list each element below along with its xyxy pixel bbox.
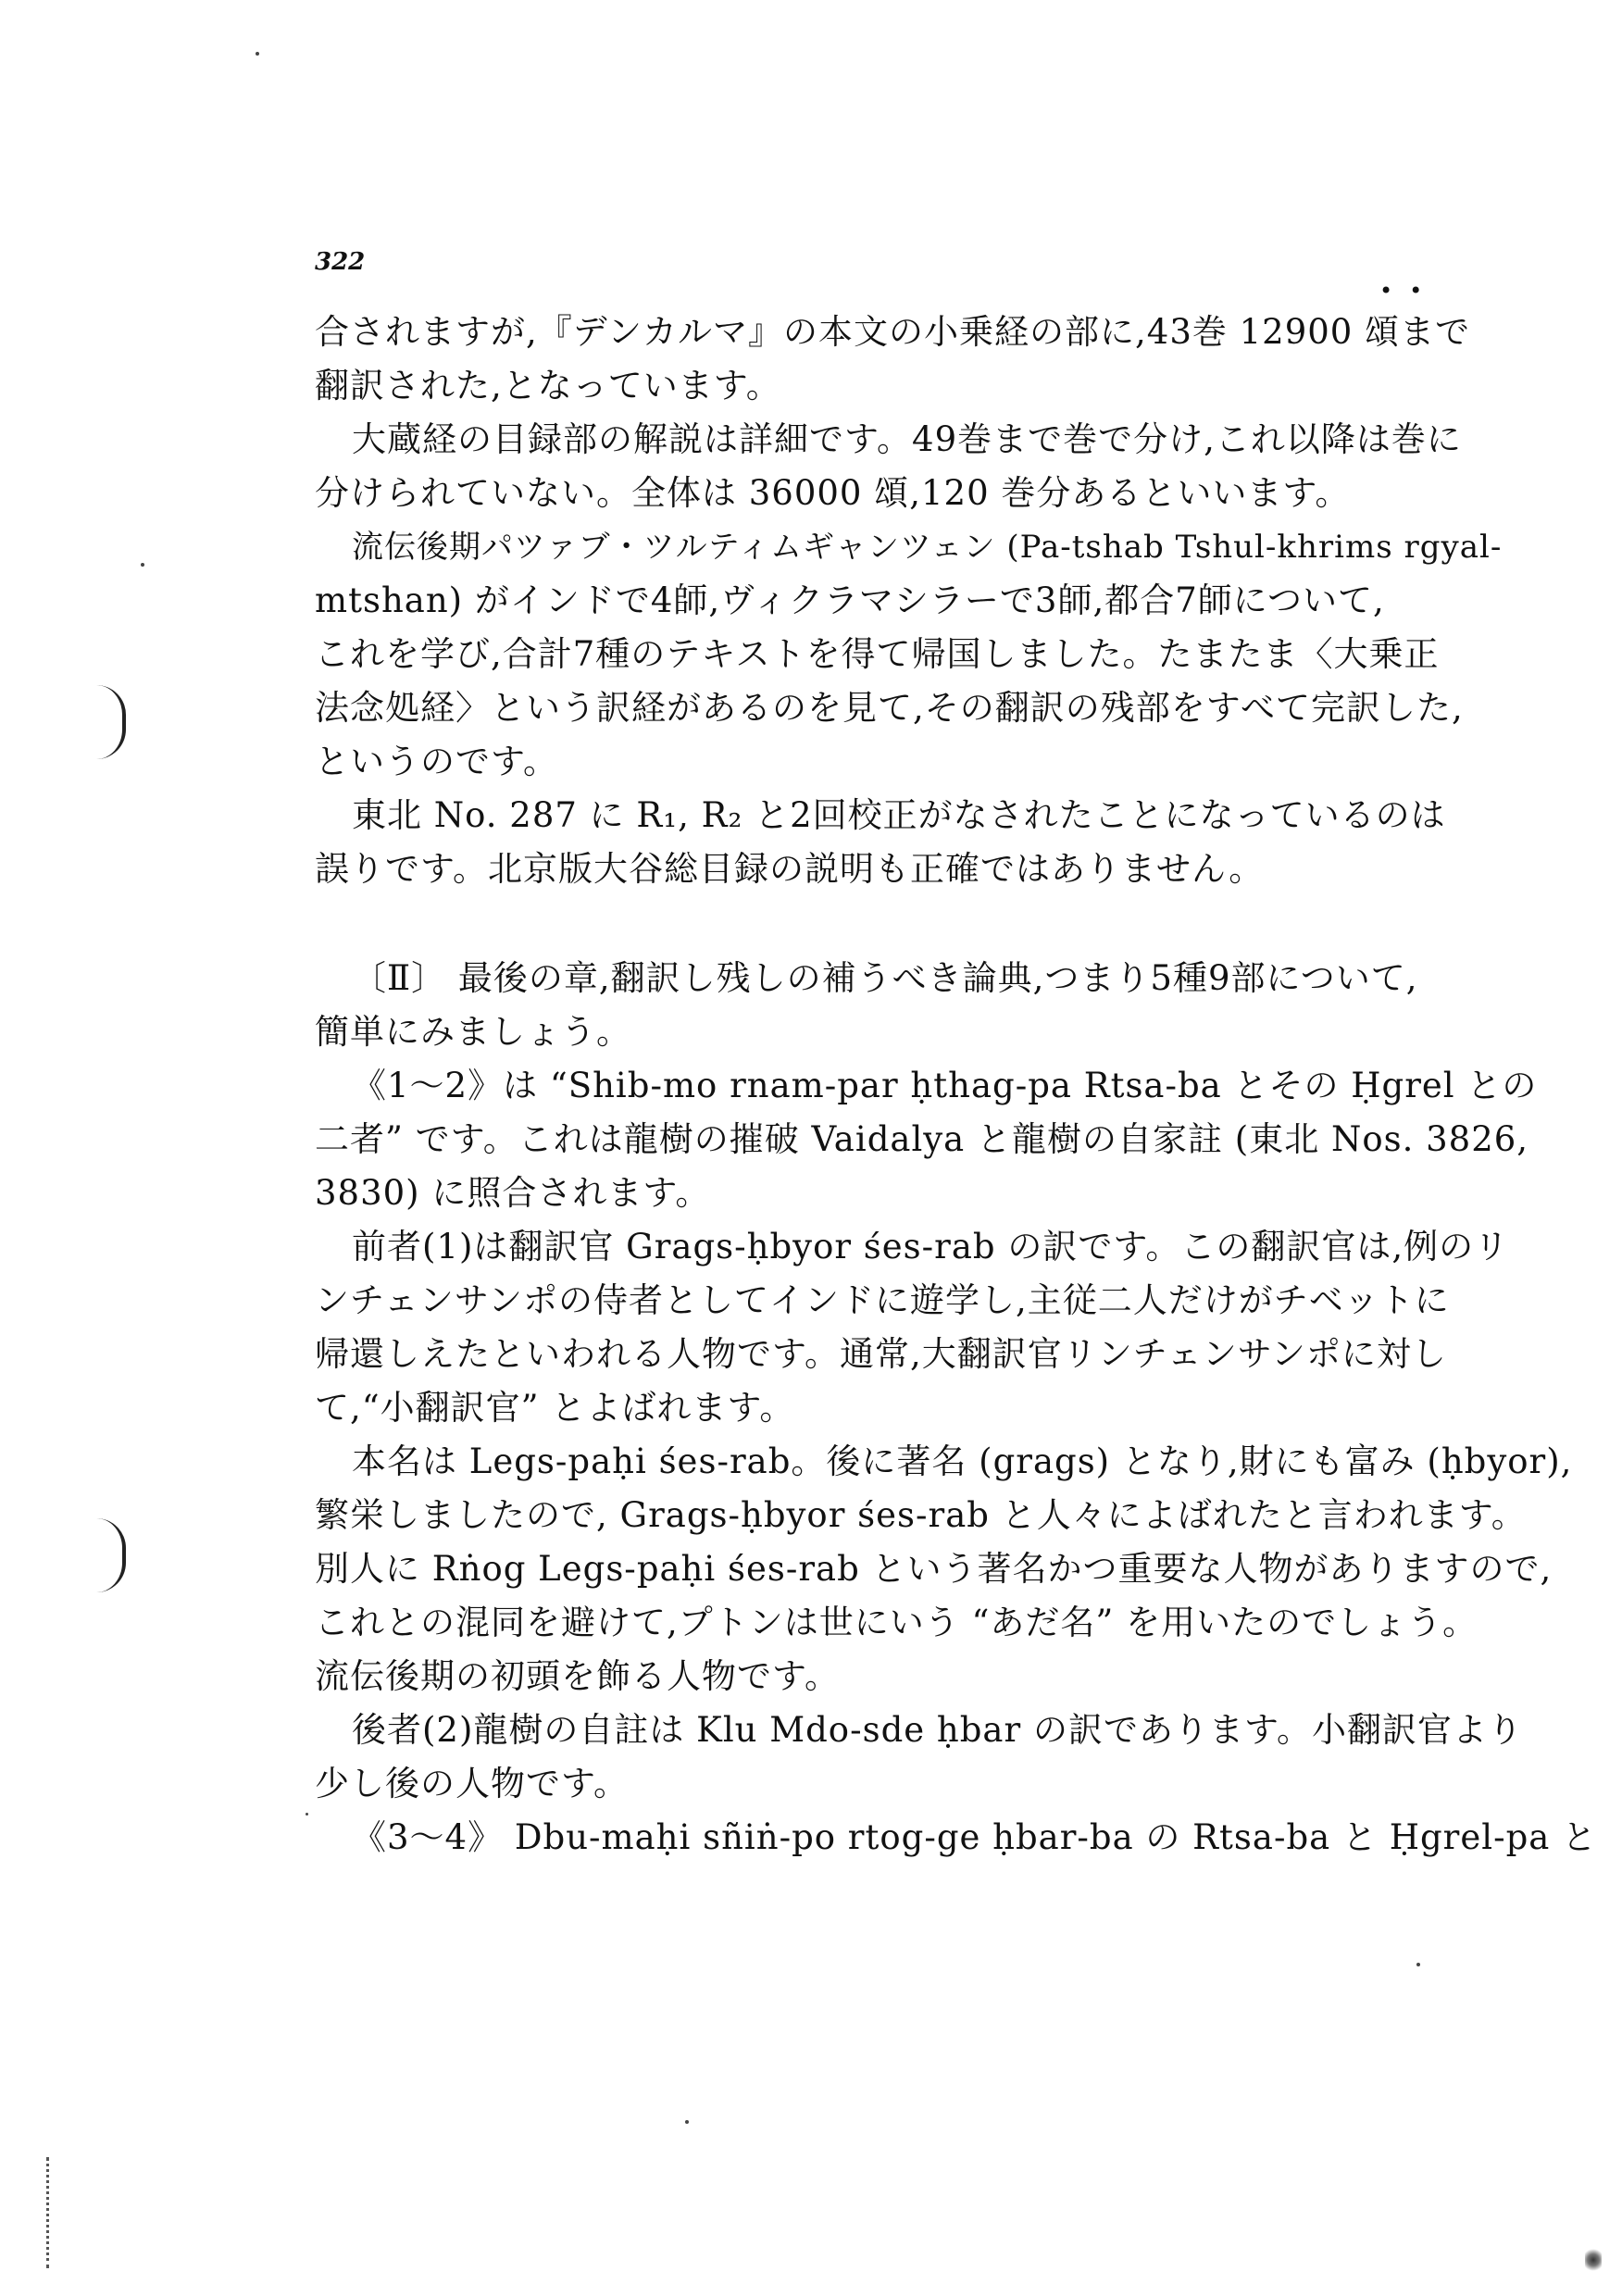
text-line: ンチェンサンポの侍者としてインドに遊学し,主従二人だけがチベットに bbox=[315, 1280, 1450, 1320]
text-line: 大蔵経の目録部の解説は詳細です。49巻まで巻で分け,これ以降は巻に bbox=[352, 419, 1462, 459]
text-line: これとの混同を避けて,プトンは世にいう “あだ名” を用いたのでしょう。 bbox=[315, 1603, 1479, 1642]
edge-marks bbox=[46, 2157, 56, 2268]
text-line: 《1～2》は “Shib-mo rnam-par ḥthag-pa Rtsa-ba とその Ḥgrel との bbox=[352, 1066, 1538, 1105]
text-line: 法念処経〉という訳経があるのを見て,その翻訳の残部をすべて完訳した, bbox=[315, 688, 1464, 728]
text-line: 流伝後期パツァブ・ツルティムギャンツェン (Pa-tshab Tshul-khrims rgyal- bbox=[352, 529, 1503, 566]
text-line: 東北 No. 287 に R₁, R₂ と2回校正がなされたことになっているのは bbox=[352, 795, 1446, 835]
text-line: mtshan) がインドで4師,ヴィクラマシラーで3師,都合7師について, bbox=[315, 580, 1385, 620]
text-line: 簡単にみましょう。 bbox=[315, 1012, 631, 1052]
text-line: 流伝後期の初頭を飾る人物です。 bbox=[315, 1656, 841, 1696]
page-number: 322 bbox=[315, 248, 366, 276]
text-line: これを学び,合計7種のテキストを得て帰国しました。たまたま〈大乗正 bbox=[315, 634, 1440, 674]
text-line: 繁栄しましたので, Grags-ḥbyor śes-rab と人々によばれたと言われます。 bbox=[315, 1495, 1527, 1535]
scan-speck bbox=[685, 2120, 689, 2124]
text-line: 別人に Rṅog Legs-paḥi śes-rab という著名かつ重要な人物がありますので, bbox=[315, 1549, 1553, 1589]
body-text bbox=[315, 306, 1598, 1865]
text-line: 翻訳された,となっています。 bbox=[315, 366, 781, 406]
text-line: 3830) に照合されます。 bbox=[315, 1173, 711, 1213]
text-line: 少し後の人物です。 bbox=[315, 1764, 630, 1803]
scan-speck bbox=[256, 52, 259, 56]
corner-smudge bbox=[1585, 2248, 1602, 2272]
binding-mark-top bbox=[96, 685, 126, 759]
scan-speck bbox=[1416, 1963, 1420, 1966]
text-line: というのです。 bbox=[315, 742, 559, 781]
text-line: 二者” です。これは龍樹の摧破 Vaidalya と龍樹の自家註 (東北 Nos. 3826, bbox=[315, 1119, 1529, 1159]
paragraph-gap bbox=[315, 896, 1463, 952]
binding-mark-bottom bbox=[96, 1518, 126, 1592]
emphasis-dots: •• bbox=[1379, 278, 1440, 304]
text-line: 合されますが,『デンカルマ』の本文の小乗経の部に,43巻 12900 頌まで bbox=[315, 312, 1471, 352]
text-line: 誤りです。北京版大谷総目録の説明も正確ではありません。 bbox=[315, 849, 1265, 889]
text-line: 帰還しえたといわれる人物です。通常,大翻訳官リンチェンサンポに対し bbox=[315, 1334, 1447, 1374]
text-line: 前者(1)は翻訳官 Grags-ḥbyor śes-rab の訳です。この翻訳官は,例のリ bbox=[352, 1227, 1510, 1267]
text-line: 分けられていない。全体は 36000 頌,120 巻分あるといいます。 bbox=[315, 473, 1351, 513]
text-line: 《3～4》 Dbu-maḥi sñiṅ-po rtog-ge ḥbar-ba の Rtsa-ba と Ḥgrel-pa と bbox=[352, 1817, 1598, 1857]
text-line: 後者(2)龍樹の自註は Klu Mdo-sde ḥbar の訳であります。小翻訳官より bbox=[352, 1710, 1523, 1750]
scan-speck bbox=[141, 563, 144, 567]
scan-speck bbox=[306, 1813, 308, 1816]
text-line: て,“小翻訳官” とよばれます。 bbox=[315, 1388, 795, 1428]
text-line: 〔Ⅱ〕 最後の章,翻訳し残しの補うべき論典,つまり5種9部について, bbox=[352, 958, 1418, 998]
text-line: 本名は Legs-paḥi śes-rab。後に著名 (grags) となり,財にも富み (ḥbyor), bbox=[352, 1441, 1573, 1481]
